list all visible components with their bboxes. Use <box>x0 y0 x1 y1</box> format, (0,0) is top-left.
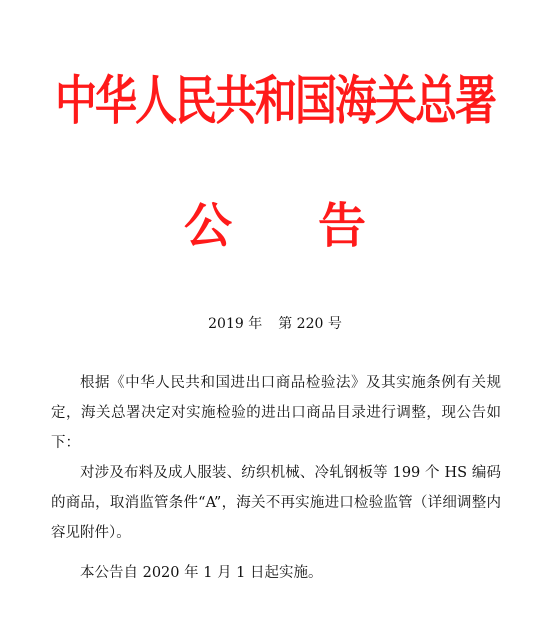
document-type-char-1: 公 <box>183 198 232 254</box>
body-paragraph-effective-date: 本公告自 2020 年 1 月 1 日起实施。 <box>80 565 323 581</box>
body-paragraph-intro: 根据《中华人民共和国进出口商品检验法》及其实施条例有关规定，海关总署决定对实施检验的进出口商品目录进行调整，现公告如下： <box>51 375 501 451</box>
body-paragraph-content: 对涉及布料及成人服装、纺织机械、冷轧钢板等 199 个 HS 编码的商品，取消监管条件“A”，海关不再实施进口检验监管（详细调整内容见附件）。 <box>51 465 501 541</box>
agency-title: 中华人民共和国海关总署 <box>54 69 495 131</box>
document-sequence: 第 220 号 <box>278 316 342 332</box>
document-year: 2019 年 <box>208 316 263 332</box>
document-type-heading <box>0 194 550 258</box>
document-type-char-2: 告 <box>318 198 367 254</box>
document-number <box>0 314 550 334</box>
